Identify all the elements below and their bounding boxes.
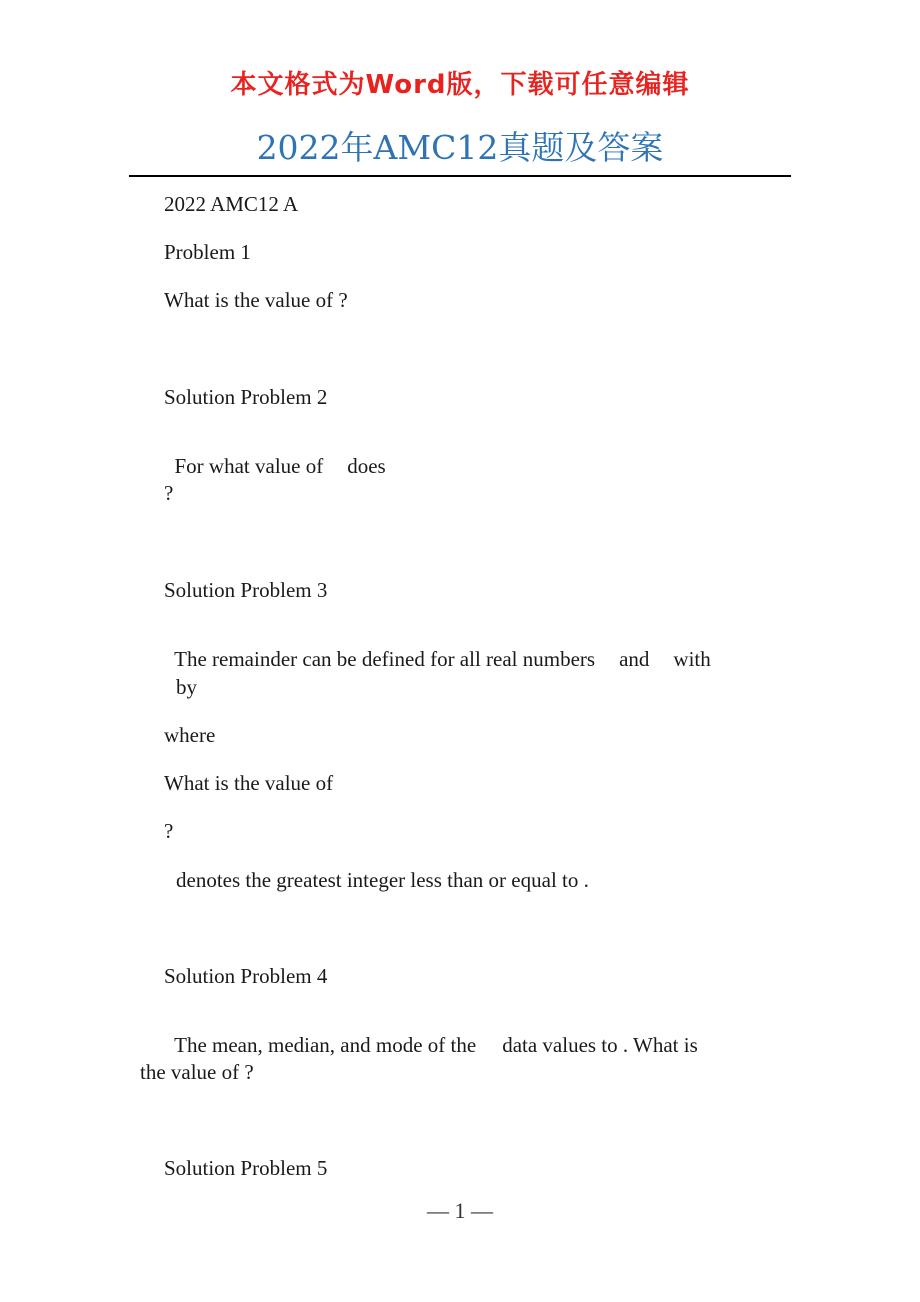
solution-problem-2-heading: Solution Problem 2 [164, 385, 328, 409]
problem-3-where: where [164, 723, 216, 747]
problem-3-text [164, 628, 711, 670]
page-title: 2022年AMC12真题及答案 [256, 128, 664, 167]
header-divider [129, 175, 791, 177]
problem-2-question [164, 435, 386, 477]
problem-3-by: by [176, 675, 197, 699]
problem-3-text-a: The remainder can be defined for all real numbers [174, 647, 596, 671]
problem-1-question: What is the value of ? [164, 288, 348, 312]
problem-4-text-continued: the value of ? [140, 1060, 254, 1084]
problem-4-text-a: The mean, median, and mode of the [174, 1033, 477, 1057]
problem-2-text-a: For what value of [174, 454, 324, 478]
solution-problem-4-heading: Solution Problem 4 [164, 964, 328, 988]
problem-3-question-end: ? [164, 819, 174, 843]
problem-1-heading: Problem 1 [164, 240, 251, 264]
solution-problem-3-heading: Solution Problem 3 [164, 578, 328, 602]
problem-2-question-end: ? [164, 481, 174, 505]
problem-2-text-b: does [347, 454, 386, 478]
problem-4-text [164, 1014, 698, 1056]
problem-3-question: What is the value of [164, 771, 334, 795]
problem-3-with: with [673, 647, 711, 671]
problem-3-note: denotes the greatest integer less than or equal to . [176, 868, 589, 892]
problem-3-and: and [619, 647, 650, 671]
exam-heading: 2022 AMC12 A [164, 192, 299, 216]
solution-problem-5-heading: Solution Problem 5 [164, 1156, 328, 1180]
problem-4-text-b: data values to . What is [502, 1033, 698, 1057]
download-notice: 本文格式为Word版，下载可任意编辑 [230, 70, 690, 100]
page-number: — 1 — [427, 1198, 493, 1223]
